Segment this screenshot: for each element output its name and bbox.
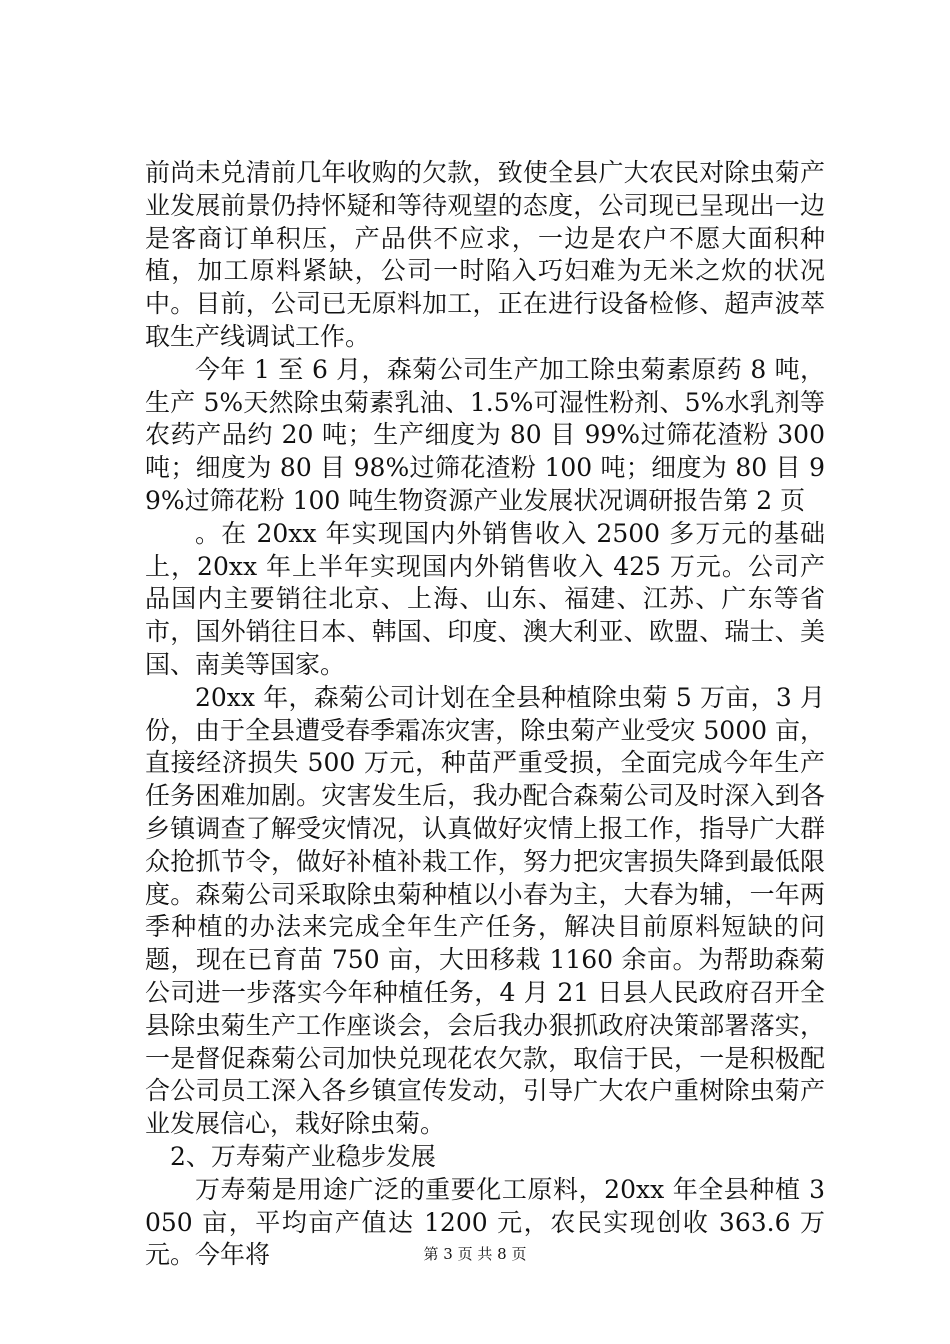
paragraph-production-output: 今年 1 至 6 月，森菊公司生产加工除虫菊素原药 8 吨，生产 5%天然除虫菊素乳油、1.5%可湿性粉剂、5%水乳剂等农药产品约 20 吨；生产细度为 80 目 99%过筛花渣粉 300 吨；细度为 80 目 98%过筛花渣粉 100 吨；细度为 80 目 99%过筛花粉 100 吨生物资源产业发展状况调研报告第 2 页 — [145, 354, 825, 515]
paragraph-pyrethrum-status: 前尚未兑清前几年收购的欠款，致使全县广大农民对除虫菊产业发展前景仍持怀疑和等待观望的态度，公司现已呈现出一边是客商订单积压，产品供不应求，一边是农户不愿大面积种植，加工原料紧缺，公司一时陷入巧妇难为无米之炊的状况中。目前，公司已无原料加工，正在进行设备检修、超声波萃取生产线调试工作。 — [145, 158, 825, 351]
section-heading-marigold: 2、万寿菊产业稳步发展 — [170, 1141, 436, 1171]
paragraph-sales-revenue: 。在 20xx 年实现国内外销售收入 2500 多万元的基础上，20xx 年上半年实现国内外销售收入 425 万元。公司产品国内主要销往北京、上海、山东、福建、江苏、广东等省市，国外销往日本、韩国、印度、澳大利亚、欧盟、瑞士、美国、南美等国家。 — [145, 518, 825, 679]
page-footer: 第 3 页 共 8 页 — [423, 1245, 527, 1263]
paragraph-marigold-industry: 万寿菊是用途广泛的重要化工原料，20xx 年全县种植 3050 亩，平均亩产值达 1200 元，农民实现创收 363.6 万元。今年将 — [145, 1174, 825, 1270]
document-body — [145, 157, 825, 1272]
paragraph-frost-disaster: 20xx 年，森菊公司计划在全县种植除虫菊 5 万亩，3 月份，由于全县遭受春季霜冻灾害，除虫菊产业受灾 5000 亩，直接经济损失 500 万元，种苗严重受损，全面完成今年生产任务困难加剧。灾害发生后，我办配合森菊公司及时深入到各乡镇调查了解受灾情况，认真做好灾情上报工作，指导广大群众抢抓节令，做好补植补栽工作，努力把灾害损失降到最低限度。森菊公司采取除虫菊种植以小春为主，大春为辅，一年两季种植的办法来完成全年生产任务，解决目前原料短缺的问题，现在已育苗 750 亩，大田移栽 1160 余亩。为帮助森菊公司进一步落实今年种植任务，4 月 21 日县人民政府召开全县除虫菊生产工作座谈会，会后我办狠抓政府决策部署落实，一是督促森菊公司加快兑现花农欠款，取信于民，一是积极配合公司员工深入各乡镇宣传发动，引导广大农户重树除虫菊产业发展信心，栽好除虫菊。 — [145, 682, 825, 1139]
